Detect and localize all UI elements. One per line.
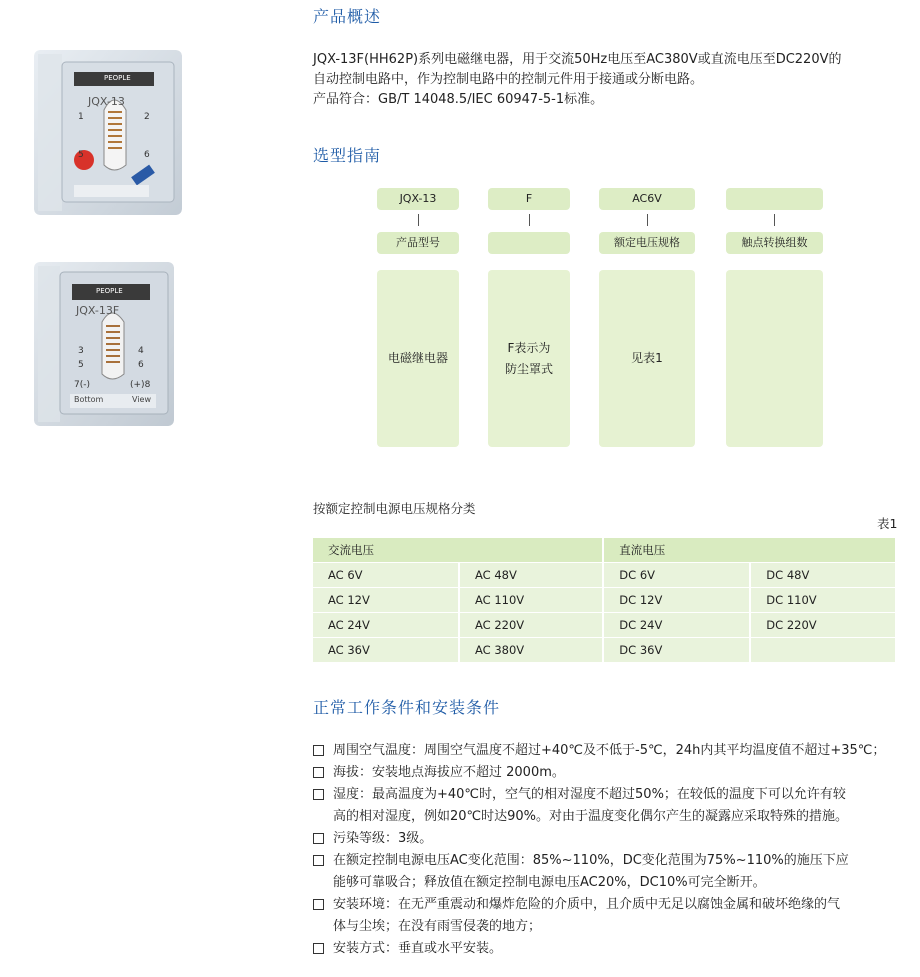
table-cell: AC 380V <box>459 638 603 663</box>
relay-pin-label: (+)8 <box>130 380 151 390</box>
relay-brand-label: PEOPLE <box>96 287 123 295</box>
desc-box-model: 电磁继电器 <box>377 270 459 447</box>
table-row <box>313 613 895 638</box>
code-box-contacts <box>726 188 823 210</box>
table-cell: AC 12V <box>313 588 459 613</box>
relay-pin-label: 5 <box>78 150 84 160</box>
code-box-dustproof: F <box>488 188 570 210</box>
table-cell: AC 48V <box>459 563 603 588</box>
relay-pin-label: 1 <box>78 112 84 122</box>
table-cell: DC 24V <box>603 613 750 638</box>
relay-model-label: JQX-13F <box>76 304 120 317</box>
relay-pin-label: 5 <box>78 360 84 370</box>
list-item <box>313 762 903 784</box>
list-item <box>313 828 903 850</box>
desc-box-contacts <box>726 270 823 447</box>
list-item <box>313 894 903 938</box>
table-cell: AC 36V <box>313 638 459 663</box>
relay-pin-label: 4 <box>138 346 144 356</box>
header-ac: 交流电压 <box>313 538 603 563</box>
table-cell: DC 6V <box>603 563 750 588</box>
relay-image-jqx13 <box>34 50 182 215</box>
list-item <box>313 784 903 828</box>
table-header-row <box>313 538 895 563</box>
voltage-table <box>313 538 895 662</box>
relay-pin-label: 6 <box>138 360 144 370</box>
list-item-text: 周围空气温度：周围空气温度不超过+40℃及不低于-5℃，24h内其平均温度值不超过+35℃； <box>333 743 886 758</box>
overview-title: 产品概述 <box>313 7 382 26</box>
table-row <box>313 588 895 613</box>
list-item <box>313 740 903 762</box>
table-cell <box>750 638 895 663</box>
table-tag: 表1 <box>877 516 898 531</box>
relay-model-label: JQX-13 <box>88 95 125 108</box>
list-item-text: 污染等级：3级。 <box>333 831 433 846</box>
checkbox-icon <box>313 767 324 778</box>
connector-line <box>647 214 648 226</box>
relay-pin-label: 6 <box>144 150 150 160</box>
overview-line: 自动控制电路中，作为控制电路中的控制元件用于接通或分断电路。 <box>313 72 704 87</box>
conditions-list <box>313 740 903 960</box>
list-item <box>313 938 903 960</box>
table-cell: DC 48V <box>750 563 895 588</box>
list-item-text: 安装方式：垂直或水平安装。 <box>333 941 503 956</box>
relay-image-jqx13f <box>34 262 174 426</box>
table-caption: 按额定控制电源电压规格分类 <box>313 501 476 516</box>
table-cell: DC 12V <box>603 588 750 613</box>
checkbox-icon <box>313 833 324 844</box>
label-box-voltage: 额定电压规格 <box>599 232 695 254</box>
list-item-text: 高的相对湿度，例如20℃时达90%。对由于温度变化偶尔产生的凝露应采取特殊的措施。 <box>333 809 849 824</box>
guide-title: 选型指南 <box>313 146 382 165</box>
table-row <box>313 563 895 588</box>
relay-pin-label: 2 <box>144 112 150 122</box>
table-cell: AC 110V <box>459 588 603 613</box>
overview-line: 产品符合：GB/T 14048.5/IEC 60947-5-1标准。 <box>313 92 604 107</box>
list-item-text: 体与尘埃；在没有雨雪侵袭的地方； <box>333 919 542 934</box>
list-item-text: 安装环境：在无严重震动和爆炸危险的介质中，且介质中无足以腐蚀金属和破坏绝缘的气 <box>333 897 841 912</box>
relay-footer-label: Bottom <box>74 395 104 404</box>
checkbox-icon <box>313 789 324 800</box>
list-item-text: 湿度：最高温度为+40℃时，空气的相对湿度不超过50%；在较低的温度下可以允许有较 <box>333 787 846 802</box>
relay-pin-label: 7(-) <box>74 380 90 390</box>
checkbox-icon <box>313 899 324 910</box>
list-item-text: 在额定控制电源电压AC变化范围：85%~110%，DC变化范围为75%~110%的施压下应 <box>333 853 849 868</box>
checkbox-icon <box>313 745 324 756</box>
relay-footer-label: View <box>132 395 151 404</box>
list-item <box>313 850 903 894</box>
connector-line <box>529 214 530 226</box>
connector-line <box>418 214 419 226</box>
table-cell: AC 6V <box>313 563 459 588</box>
checkbox-icon <box>313 855 324 866</box>
table-cell: AC 220V <box>459 613 603 638</box>
table-row <box>313 638 895 663</box>
overview-text <box>313 50 913 110</box>
conditions-title: 正常工作条件和安装条件 <box>313 698 501 717</box>
list-item-text: 海拔：安装地点海拔应不超过 2000m。 <box>333 765 565 780</box>
code-box-voltage: AC6V <box>599 188 695 210</box>
label-box-model: 产品型号 <box>377 232 459 254</box>
table-cell: AC 24V <box>313 613 459 638</box>
header-dc: 直流电压 <box>603 538 895 563</box>
desc-box-voltage: 见表1 <box>599 270 695 447</box>
relay-pin-label: 3 <box>78 346 84 356</box>
list-item-text: 能够可靠吸合；释放值在额定控制电源电压AC20%，DC10%可完全断开。 <box>333 875 766 890</box>
checkbox-icon <box>313 943 324 954</box>
relay-brand-label: PEOPLE <box>104 74 131 82</box>
overview-line: JQX-13F(HH62P)系列电磁继电器，用于交流50Hz电压至AC380V或直流电压至DC220V的 <box>313 52 842 67</box>
table-cell: DC 220V <box>750 613 895 638</box>
table-cell: DC 36V <box>603 638 750 663</box>
connector-line <box>774 214 775 226</box>
table-cell: DC 110V <box>750 588 895 613</box>
desc-box-dustproof: F表示为 防尘罩式 <box>488 270 570 447</box>
label-box-dustproof <box>488 232 570 254</box>
code-box-model: JQX-13 <box>377 188 459 210</box>
label-box-contacts: 触点转换组数 <box>726 232 823 254</box>
